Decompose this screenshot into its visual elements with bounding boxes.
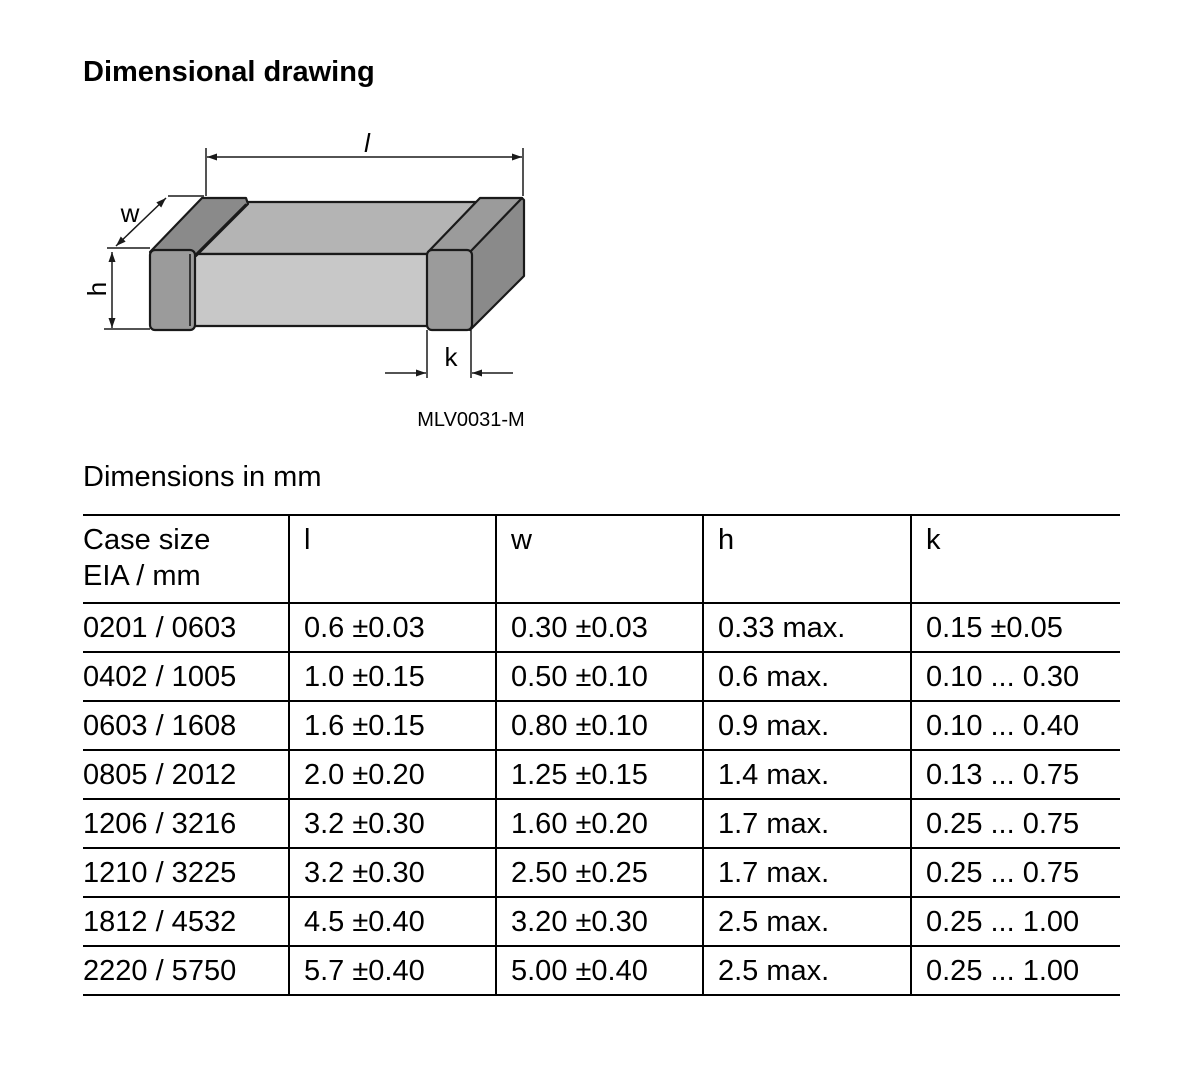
cell-k: 0.25 ... 0.75 (911, 799, 1120, 848)
cell-h: 2.5 max. (703, 897, 911, 946)
page-title: Dimensional drawing (83, 56, 375, 88)
cell-w: 0.30 ±0.03 (496, 603, 703, 652)
table-header-row (83, 515, 1120, 603)
cell-k: 0.15 ±0.05 (911, 603, 1120, 652)
table-row (83, 848, 1120, 897)
dimensions-caption: Dimensions in mm (83, 461, 322, 493)
cell-h: 1.4 max. (703, 750, 911, 799)
table-row (83, 603, 1120, 652)
cell-k: 0.25 ... 1.00 (911, 946, 1120, 995)
header-k: k (911, 515, 1120, 603)
table-row (83, 701, 1120, 750)
cell-w: 3.20 ±0.30 (496, 897, 703, 946)
cell-h: 0.33 max. (703, 603, 911, 652)
cell-w: 0.50 ±0.10 (496, 652, 703, 701)
header-case-line2: EIA / mm (83, 560, 201, 592)
cell-l: 4.5 ±0.40 (289, 897, 496, 946)
dimension-w-label: w (120, 198, 140, 228)
header-l: l (289, 515, 496, 603)
figure-id: MLV0031-M (417, 409, 525, 431)
cell-case: 0402 / 1005 (83, 652, 289, 701)
cell-h: 1.7 max. (703, 799, 911, 848)
cell-k: 0.10 ... 0.30 (911, 652, 1120, 701)
dimensional-drawing (0, 0, 600, 440)
cell-case: 0603 / 1608 (83, 701, 289, 750)
cell-case: 0805 / 2012 (83, 750, 289, 799)
cell-k: 0.25 ... 1.00 (911, 897, 1120, 946)
cell-w: 2.50 ±0.25 (496, 848, 703, 897)
table-row (83, 750, 1120, 799)
dimension-h-label: h (82, 281, 112, 297)
cell-w: 5.00 ±0.40 (496, 946, 703, 995)
cell-w: 1.25 ±0.15 (496, 750, 703, 799)
cell-k: 0.25 ... 0.75 (911, 848, 1120, 897)
cell-k: 0.10 ... 0.40 (911, 701, 1120, 750)
header-case-size (83, 515, 289, 603)
table-row (83, 897, 1120, 946)
cell-k: 0.13 ... 0.75 (911, 750, 1120, 799)
cell-l: 1.6 ±0.15 (289, 701, 496, 750)
cell-w: 0.80 ±0.10 (496, 701, 703, 750)
cell-case: 1812 / 4532 (83, 897, 289, 946)
cell-w: 1.60 ±0.20 (496, 799, 703, 848)
cell-case: 1210 / 3225 (83, 848, 289, 897)
cell-case: 2220 / 5750 (83, 946, 289, 995)
header-h: h (703, 515, 911, 603)
dimension-k-label: k (444, 342, 458, 372)
cell-l: 5.7 ±0.40 (289, 946, 496, 995)
cell-h: 2.5 max. (703, 946, 911, 995)
cell-h: 1.7 max. (703, 848, 911, 897)
header-case-line1: Case size (83, 524, 211, 556)
cell-l: 3.2 ±0.30 (289, 848, 496, 897)
dimensions-table (83, 514, 1120, 996)
cell-l: 3.2 ±0.30 (289, 799, 496, 848)
cell-h: 0.9 max. (703, 701, 911, 750)
cell-l: 0.6 ±0.03 (289, 603, 496, 652)
table-row (83, 946, 1120, 995)
cell-h: 0.6 max. (703, 652, 911, 701)
header-w: w (496, 515, 703, 603)
dimension-l-label: l (364, 128, 370, 158)
cell-case: 1206 / 3216 (83, 799, 289, 848)
table-row (83, 799, 1120, 848)
cell-case: 0201 / 0603 (83, 603, 289, 652)
cell-l: 2.0 ±0.20 (289, 750, 496, 799)
cell-l: 1.0 ±0.15 (289, 652, 496, 701)
table-row (83, 652, 1120, 701)
